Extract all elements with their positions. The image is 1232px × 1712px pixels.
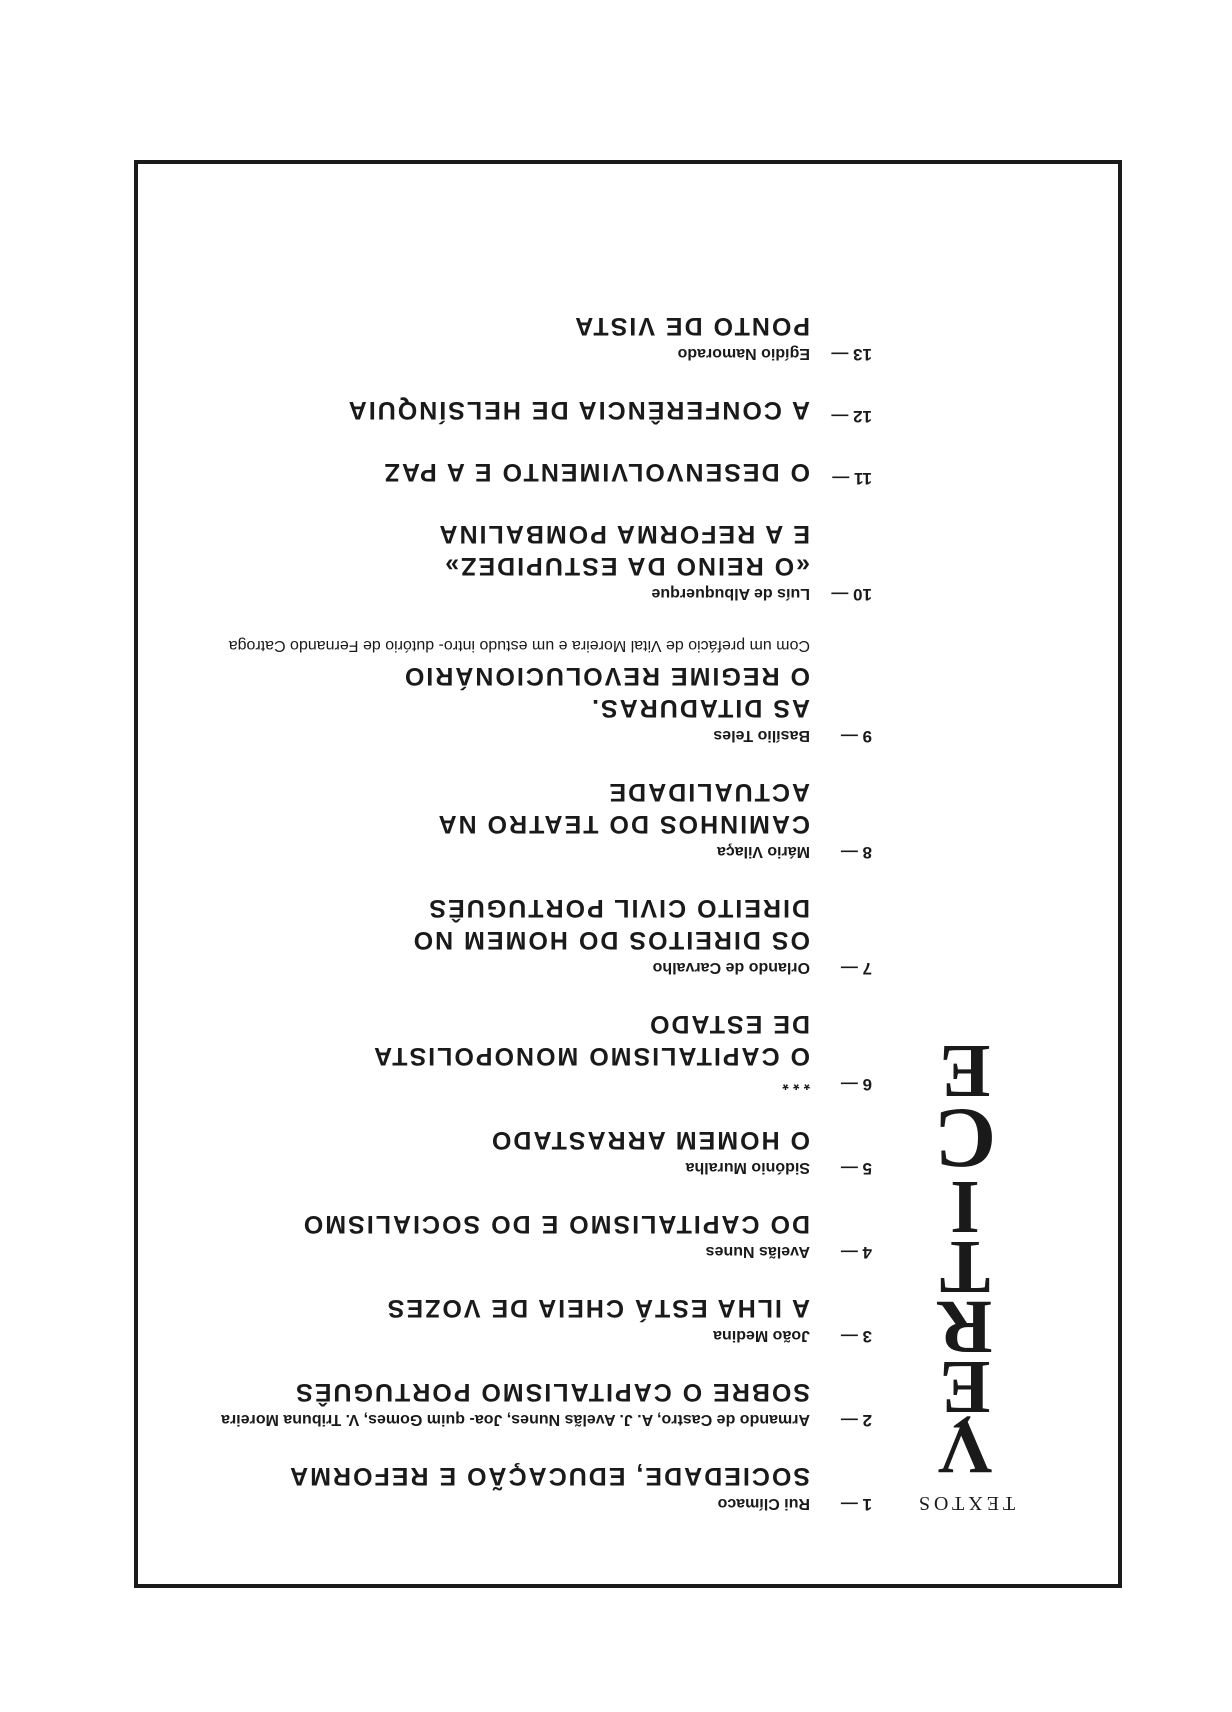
book-entry [160, 456, 872, 488]
series-label: TEXTOS [914, 1492, 1016, 1514]
entry-number: 7 — [840, 959, 872, 978]
book-entry [160, 1008, 872, 1094]
book-entry [160, 634, 872, 746]
entry-title: O CAPITALISMO MONOPOLISTA DE ESTADO [372, 1010, 810, 1070]
book-entry [160, 1124, 872, 1178]
entry-number: 6 — [840, 1075, 872, 1094]
entry-title: PONTO DE VISTA [573, 312, 810, 340]
entry-author: * * * [782, 1075, 810, 1092]
entry-author: Egídio Namorado [677, 345, 810, 362]
publisher-logo [900, 1029, 1030, 1489]
entry-number: 9 — [840, 727, 872, 746]
entry-title: DO CAPITALISMO E DO SOCIALISMO [301, 1210, 810, 1238]
entry-author: Orlando de Carvalho [652, 959, 810, 976]
entry-number: 8 — [840, 843, 872, 862]
logo-letter: R [937, 1285, 993, 1369]
entry-number: 5 — [840, 1159, 872, 1178]
entry-title: SOBRE O CAPITALISMO PORTUGUÊS [294, 1378, 810, 1406]
logo-letter: C [933, 1091, 997, 1187]
entry-author: Luís de Albuquerque [651, 585, 810, 602]
entry-number: 13 — [831, 345, 872, 364]
book-entry [160, 892, 872, 978]
entry-author: Sidónio Muralha [685, 1159, 810, 1176]
entry-title: A CONFERÊNCIA DE HELSÍNQUIA [346, 396, 810, 424]
entry-note: Com um prefácio de Vital Moreira e um estudo intro- dutório de Fernando Catroga [228, 637, 810, 654]
book-entry [160, 1208, 872, 1262]
entry-title: AS DITADURAS. O REGIME REVOLUCIONÁRIO [402, 662, 810, 722]
entry-number: 4 — [840, 1243, 872, 1262]
entry-author: Basílio Teles [713, 727, 810, 744]
entry-number: 1 — [840, 1495, 872, 1514]
entry-author: Armando de Castro, A. J. Avelãs Nunes, Joa- quim Gomes, V. Tribuna Moreira [221, 1411, 810, 1428]
entry-title: SOCIEDADE, EDUCAÇÃO E REFORMA [288, 1462, 810, 1490]
entry-author: Mário Vilaça [716, 843, 810, 860]
logo-letter: É [939, 1345, 991, 1429]
entry-title: O HOMEM ARRASTADO [489, 1126, 810, 1154]
entry-number: 12 — [831, 407, 872, 426]
book-list [160, 280, 872, 1514]
entry-number: 3 — [840, 1327, 872, 1346]
logo-letter: V [937, 1405, 993, 1489]
logo-letter: E [939, 1029, 991, 1113]
entry-title: «O REINO DA ESTUPIDEZ» E A REFORMA POMBALINA [437, 520, 810, 580]
entry-author: João Medina [713, 1327, 810, 1344]
entry-title: OS DIREITOS DO HOMEM NO DIREITO CIVIL PORTUGUÊS [411, 894, 810, 954]
entry-title: A ILHA ESTÁ CHEIA DE VOZES [385, 1294, 810, 1322]
book-entry [160, 518, 872, 604]
entry-author: Rui Clímaco [717, 1495, 810, 1512]
book-entry [160, 1460, 872, 1514]
entry-author: Avelãs Nunes [705, 1243, 810, 1260]
book-entry [160, 1292, 872, 1346]
logo-letter: I [950, 1165, 980, 1249]
entry-number: 10 — [831, 585, 872, 604]
book-entry [160, 394, 872, 426]
publisher-brand [900, 1029, 1030, 1514]
entry-number: 2 — [840, 1411, 872, 1430]
book-entry [160, 776, 872, 862]
entry-title: O DESENVOLVIMENTO E A PAZ [382, 458, 810, 486]
book-entry [160, 310, 872, 364]
book-entry [160, 1376, 872, 1430]
entry-title: CAMINHOS DO TEATRO NA ACTUALIDADE [436, 778, 810, 838]
catalog-frame [134, 160, 1122, 1588]
logo-letter: T [939, 1225, 991, 1309]
entry-number: 11 — [832, 469, 872, 488]
